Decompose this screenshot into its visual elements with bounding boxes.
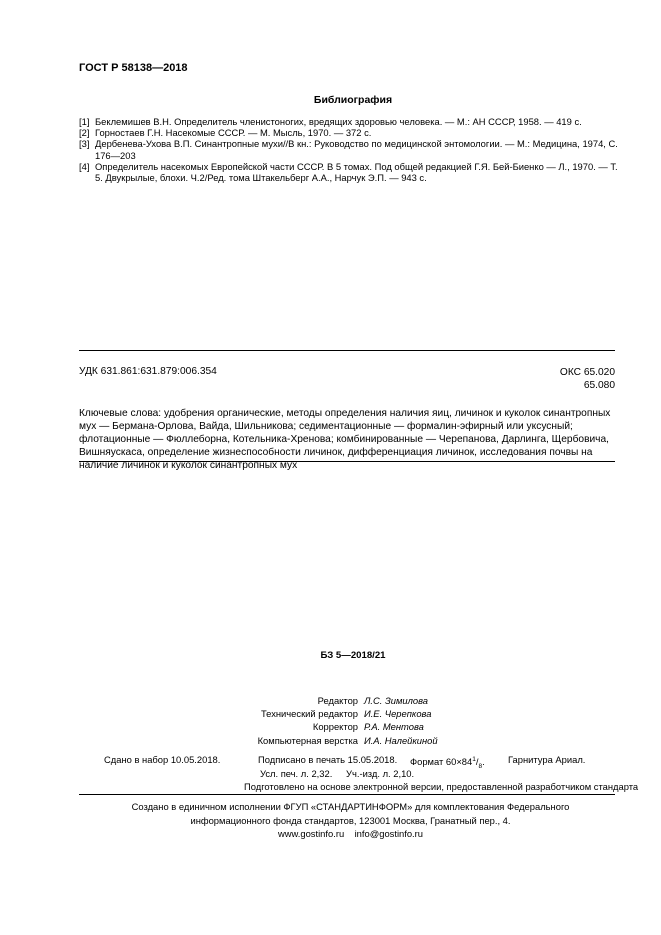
footer-contacts: [40, 827, 661, 841]
signed-to-print: Подписано в печать 15.05.2018.: [258, 754, 398, 765]
website-link[interactable]: www.gostinfo.ru: [277, 828, 345, 839]
divider-keywords: [79, 461, 615, 462]
bibliography-entry-text: Беклемишев В.Н. Определитель членистоногих, вредящих здоровью человека. — М.: АН СССР, 1958. — 419 с.: [95, 116, 582, 127]
standard-id: ГОСТ Р 58138—2018: [79, 62, 188, 74]
bibliography-title: Библиография: [313, 94, 393, 106]
print-sheets: Усл. печ. л. 2,32.: [260, 767, 333, 779]
bibliography-entry-number: [1]: [79, 116, 90, 127]
keywords: Ключевые слова: удобрения органические, методы определения наличия яиц, личинок и куколок синантропных мух — Бермана-Орлова, Вайда, Шильникова; седиментационные — формалин-эфирный или уксусный; флотационные — Фюллеборна, Котельника-Хренова; комбинированные — Черепанова, Дарлинга, Щербовича, Вишняускаса, определение жизнеспособности личинок, дифференциация личинок, исследования почвы на наличие личинок и куколок синантропных мух: [79, 408, 611, 471]
prepared-note: Подготовлено на основе электронной версии, предоставленной разработчиком стандарта: [244, 781, 639, 792]
bibliography-entry-text: Определитель насекомых Европейской части СССР. В 5 томах. Под общей редакцией Г.Я. Бей-Биенко — Л., 1970. — Т. 5. Двукрылые, блохи. Ч.2/Ред. тома Штакельберг А.А., Нарчук Э.П. — 943 с.: [95, 160, 618, 184]
udc-code: УДК 631.861:631.879:006.354: [79, 366, 217, 377]
format-numerator: 1: [472, 756, 476, 763]
staff-name: И.Е. Черепкова: [364, 708, 432, 720]
typeface: Гарнитура Ариал.: [508, 754, 586, 765]
staff-row: [0, 707, 661, 720]
footer: [0, 800, 661, 841]
staff-role: Корректор: [312, 721, 358, 733]
format-denominator: 8: [478, 763, 483, 770]
staff-name: И.А. Налейкиной: [364, 734, 438, 746]
staff-list: [0, 694, 661, 747]
publisher-sheets: Уч.-изд. л. 2,10.: [346, 767, 415, 779]
oks-codes: [560, 366, 615, 392]
publishing-info: [0, 753, 661, 794]
staff-row: [0, 694, 661, 707]
bibliography-entry: [79, 116, 619, 127]
bibliography-entry-text: Дербенева-Ухова В.П. Синантропные мухи//В кн.: Руководство по медицинской энтомологии. — М.: Медицина, 1974, С. 176—203: [95, 138, 618, 161]
staff-role: Редактор: [317, 695, 358, 706]
bibliography-entry: [79, 138, 619, 160]
bibliography-entry: [79, 127, 619, 138]
format-suffix: .: [482, 756, 485, 768]
sent-to-typesetting: Сдано в набор 10.05.2018.: [104, 754, 221, 765]
bz-number: БЗ 5—2018/21: [320, 650, 386, 661]
oks-code-primary: ОКС 65.020: [559, 367, 615, 378]
staff-row: [0, 734, 661, 747]
divider-footer: [79, 794, 615, 795]
publishing-row: [0, 767, 661, 781]
publishing-row: [0, 753, 661, 770]
bibliography-entry: [79, 161, 619, 183]
format-slash: /: [475, 756, 479, 768]
staff-row: [0, 720, 661, 733]
bibliography-entry-number: [3]: [79, 138, 90, 150]
email-link[interactable]: info@gostinfo.ru: [354, 828, 424, 839]
bibliography-entry-number: [2]: [79, 127, 90, 139]
footer-line-2: информационного фонда стандартов, 123001 Москва, Гранатный пер., 4.: [190, 814, 511, 826]
divider-top: [79, 350, 615, 351]
bibliography-entry-number: [4]: [79, 160, 90, 172]
staff-name: Л.С. Зимилова: [364, 695, 429, 706]
staff-role: Компьютерная верстка: [257, 734, 358, 746]
footer-line-1: Создано в единичном исполнении ФГУП «СТАНДАРТИНФОРМ» для комплектования Федерального: [131, 801, 570, 812]
staff-role: Технический редактор: [260, 708, 358, 720]
publishing-row: [0, 780, 661, 794]
bibliography-list: [79, 116, 619, 183]
bibliography-entry-text: Горностаев Г.Н. Насекомые СССР. — М. Мысль, 1970. — 372 с.: [95, 127, 372, 139]
format-prefix: Формат 60×84: [410, 756, 473, 768]
staff-name: Р.А. Ментова: [364, 721, 424, 733]
oks-code-secondary: 65.080: [583, 380, 615, 391]
